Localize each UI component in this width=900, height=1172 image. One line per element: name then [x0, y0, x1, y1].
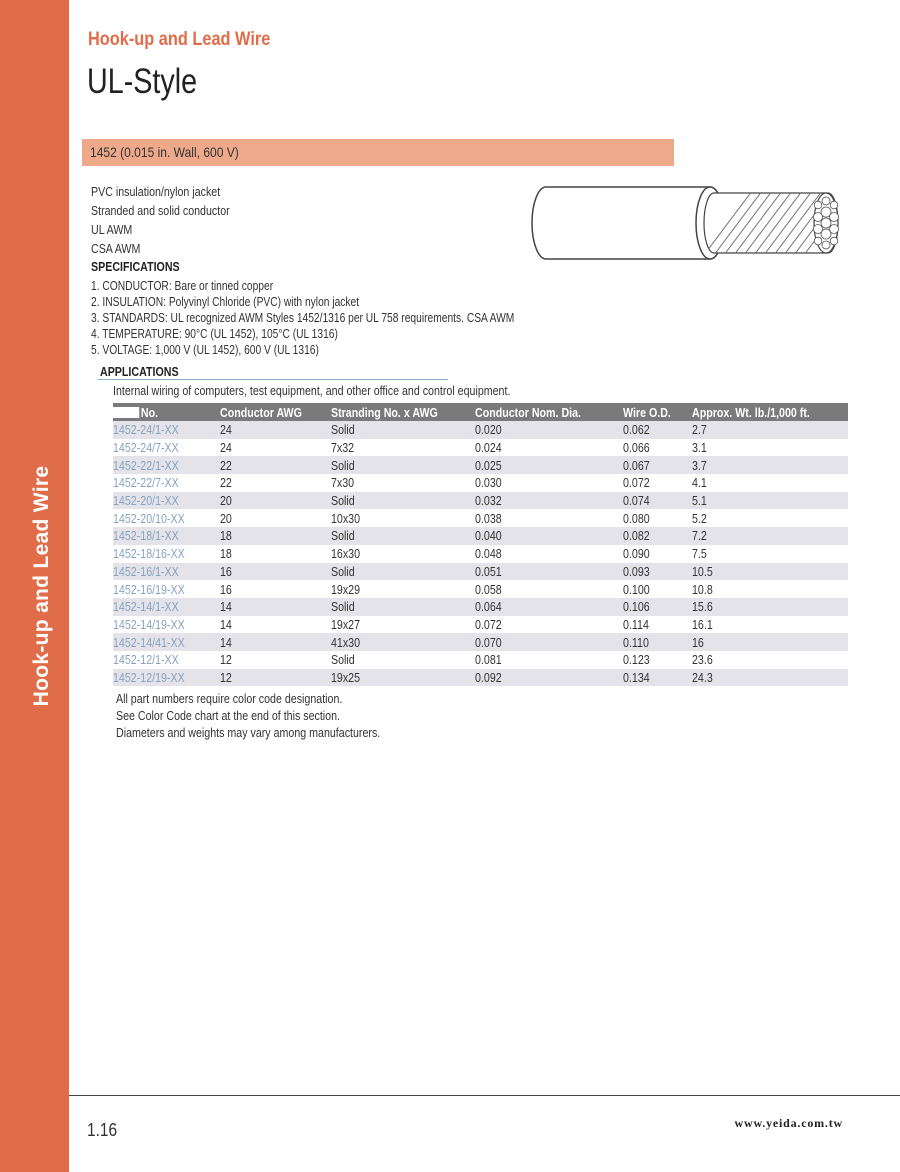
cell-part-number: 1452-22/1-XX: [113, 456, 220, 474]
cell-nom-dia: 0.064: [475, 598, 623, 616]
side-bar: [0, 0, 69, 1172]
spec-item: 1. CONDUCTOR: Bare or tinned copper: [91, 279, 274, 293]
cell-awg: 24: [220, 421, 331, 439]
spec-item: 2. INSULATION: Polyvinyl Chloride (PVC) with nylon jacket: [91, 295, 360, 309]
cell-weight: 10.5: [692, 563, 848, 581]
applications-rule: [98, 379, 448, 380]
cell-nom-dia: 0.092: [475, 669, 623, 687]
cell-weight: 10.8: [692, 581, 713, 597]
table-row: [113, 545, 848, 563]
cell-nom-dia: 0.070: [475, 633, 623, 651]
cell-weight: 16.1: [692, 616, 713, 632]
specifications-heading: SPECIFICATIONS: [91, 259, 180, 274]
cell-weight: 23.6: [692, 652, 713, 668]
cell-awg: 12: [220, 652, 232, 668]
cell-wire-od: 0.093: [623, 563, 692, 581]
cell-stranding: 10x30: [331, 510, 361, 526]
cell-wire-od: 0.106: [623, 598, 692, 616]
cell-awg: 18: [220, 527, 331, 545]
cell-nom-dia: 0.025: [475, 456, 623, 474]
cell-nom-dia: 0.048: [475, 546, 502, 562]
cell-wire-od: 0.080: [623, 510, 650, 526]
note-item: See Color Code chart at the end of this section.: [116, 708, 341, 723]
cell-stranding: Solid: [331, 563, 475, 581]
cell-wire-od: 0.074: [623, 492, 692, 510]
table-row: [113, 633, 848, 651]
cell-nom-dia: 0.020: [475, 421, 623, 439]
cell-awg: 12: [220, 669, 331, 687]
cell-part-number: 1452-20/1-XX: [113, 492, 220, 510]
cell-stranding: Solid: [331, 652, 355, 668]
cell-stranding: Solid: [331, 421, 475, 439]
cell-stranding: 7x32: [331, 440, 355, 456]
cell-weight: 5.2: [692, 510, 707, 526]
cell-wire-od: 0.082: [623, 527, 692, 545]
cell-stranding: Solid: [331, 492, 475, 510]
feature-item: PVC insulation/nylon jacket: [91, 184, 221, 199]
notes: [116, 690, 438, 741]
table-row: [113, 616, 848, 634]
cell-part-number: 1452-12/1-XX: [113, 652, 179, 668]
cell-awg: 22: [220, 456, 331, 474]
cell-weight: 15.6: [692, 598, 848, 616]
cell-weight: 3.1: [692, 440, 707, 456]
cell-wire-od: 0.090: [623, 546, 650, 562]
cell-stranding: 19x27: [331, 616, 361, 632]
cell-nom-dia: 0.058: [475, 581, 502, 597]
cell-part-number: 1452-18/1-XX: [113, 527, 220, 545]
feature-item: UL AWM: [91, 222, 133, 237]
table-header-row: [113, 403, 848, 421]
cell-part-number: 1452-16/19-XX: [113, 581, 185, 597]
col-header-part-no: No.: [113, 403, 220, 421]
col-header-awg: Conductor AWG: [220, 403, 331, 421]
table-row: [113, 456, 848, 474]
cell-nom-dia: 0.032: [475, 492, 623, 510]
spec-item: 3. STANDARDS: UL recognized AWM Styles 1452/1316 per UL 758 requirements. CSA AWM: [91, 311, 515, 325]
feature-item: Stranded and solid conductor: [91, 203, 230, 218]
cell-weight: 24.3: [692, 669, 848, 687]
cell-part-number: 1452-24/7-XX: [113, 440, 179, 456]
cell-wire-od: 0.123: [623, 652, 650, 668]
table-row: [113, 598, 848, 616]
cell-weight: 4.1: [692, 475, 707, 491]
table-row: [113, 580, 848, 598]
cell-nom-dia: 0.030: [475, 475, 502, 491]
cell-nom-dia: 0.081: [475, 652, 502, 668]
cell-wire-od: 0.072: [623, 475, 650, 491]
cell-stranding: Solid: [331, 527, 475, 545]
cell-stranding: 7x30: [331, 475, 355, 491]
cell-awg: 16: [220, 563, 331, 581]
cell-awg: 24: [220, 440, 232, 456]
cell-wire-od: 0.100: [623, 581, 650, 597]
applications-heading: APPLICATIONS: [100, 364, 179, 379]
cell-stranding: 19x25: [331, 669, 475, 687]
note-item: All part numbers require color code designation.: [116, 691, 343, 706]
table-row: [113, 474, 848, 492]
cell-wire-od: 0.114: [623, 616, 649, 632]
page-title: UL-Style: [87, 62, 198, 101]
cell-stranding: 16x30: [331, 546, 361, 562]
cell-part-number: 1452-22/7-XX: [113, 475, 179, 491]
table-row: [113, 421, 848, 439]
cell-part-number: 1452-14/19-XX: [113, 616, 185, 632]
cell-nom-dia: 0.038: [475, 510, 502, 526]
cell-wire-od: 0.110: [623, 633, 692, 651]
cell-stranding: Solid: [331, 456, 475, 474]
cell-awg: 22: [220, 475, 232, 491]
cell-awg: 20: [220, 492, 331, 510]
cell-part-number: 1452-16/1-XX: [113, 563, 220, 581]
cell-nom-dia: 0.072: [475, 616, 502, 632]
product-band: [82, 139, 674, 166]
cell-part-number: 1452-18/16-XX: [113, 546, 185, 562]
cell-part-number: 1452-24/1-XX: [113, 421, 220, 439]
cell-nom-dia: 0.024: [475, 440, 502, 456]
cell-awg: 18: [220, 546, 232, 562]
product-band-text: 1452 (0.015 in. Wall, 600 V): [90, 144, 239, 160]
footer-url: www.yeida.com.tw: [734, 1116, 843, 1130]
category-title: Hook-up and Lead Wire: [88, 29, 271, 50]
table-row: [113, 563, 848, 581]
table-row: [113, 439, 848, 457]
col-header-nom-dia: Conductor Nom. Dia.: [475, 403, 623, 421]
cell-wire-od: 0.066: [623, 440, 650, 456]
cell-weight: 3.7: [692, 456, 848, 474]
cell-part-number: 1452-12/19-XX: [113, 669, 220, 687]
table-row: [113, 527, 848, 545]
cell-stranding: 41x30: [331, 633, 475, 651]
table-row: [113, 651, 848, 669]
cell-weight: 7.2: [692, 527, 848, 545]
spec-item: 5. VOLTAGE: 1,000 V (UL 1452), 600 V (UL 1316): [91, 343, 319, 357]
note-item: Diameters and weights may vary among manufacturers.: [116, 725, 381, 740]
cell-awg: 20: [220, 510, 232, 526]
page-number: 1.16: [87, 1120, 118, 1140]
col-header-stranding: Stranding No. x AWG: [331, 403, 475, 421]
cell-weight: 5.1: [692, 492, 848, 510]
table-row: [113, 669, 848, 687]
cell-wire-od: 0.134: [623, 669, 692, 687]
cell-part-number: 1452-14/1-XX: [113, 598, 220, 616]
specifications-list: [91, 278, 607, 358]
cell-wire-od: 0.067: [623, 456, 692, 474]
cell-awg: 16: [220, 581, 232, 597]
feature-item: CSA AWM: [91, 241, 141, 256]
table-row: [113, 509, 848, 527]
cell-nom-dia: 0.051: [475, 563, 623, 581]
side-label: Hook-up and Lead Wire: [30, 465, 53, 707]
cell-weight: 16: [692, 633, 848, 651]
cell-nom-dia: 0.040: [475, 527, 623, 545]
cell-awg: 14: [220, 633, 331, 651]
cell-wire-od: 0.062: [623, 421, 692, 439]
cell-awg: 14: [220, 616, 232, 632]
cell-stranding: 19x29: [331, 581, 361, 597]
cell-weight: 7.5: [692, 546, 707, 562]
col-header-weight: Approx. Wt. lb./1,000 ft.: [692, 403, 848, 421]
col-header-wire-od: Wire O.D.: [623, 403, 692, 421]
wire-illustration: [528, 183, 848, 263]
parts-table-body: [113, 421, 848, 686]
cell-part-number: 1452-20/10-XX: [113, 510, 185, 526]
cell-weight: 2.7: [692, 421, 848, 439]
feature-list: [91, 182, 260, 258]
cell-awg: 14: [220, 598, 331, 616]
applications-text: Internal wiring of computers, test equipment, and other office and control equipment.: [113, 383, 511, 398]
cell-part-number: 1452-14/41-XX: [113, 633, 220, 651]
spec-item: 4. TEMPERATURE: 90°C (UL 1452), 105°C (UL 1316): [91, 327, 338, 341]
parts-table: [113, 403, 848, 686]
footer-rule: [69, 1095, 900, 1096]
table-row: [113, 492, 848, 510]
cell-stranding: Solid: [331, 598, 475, 616]
